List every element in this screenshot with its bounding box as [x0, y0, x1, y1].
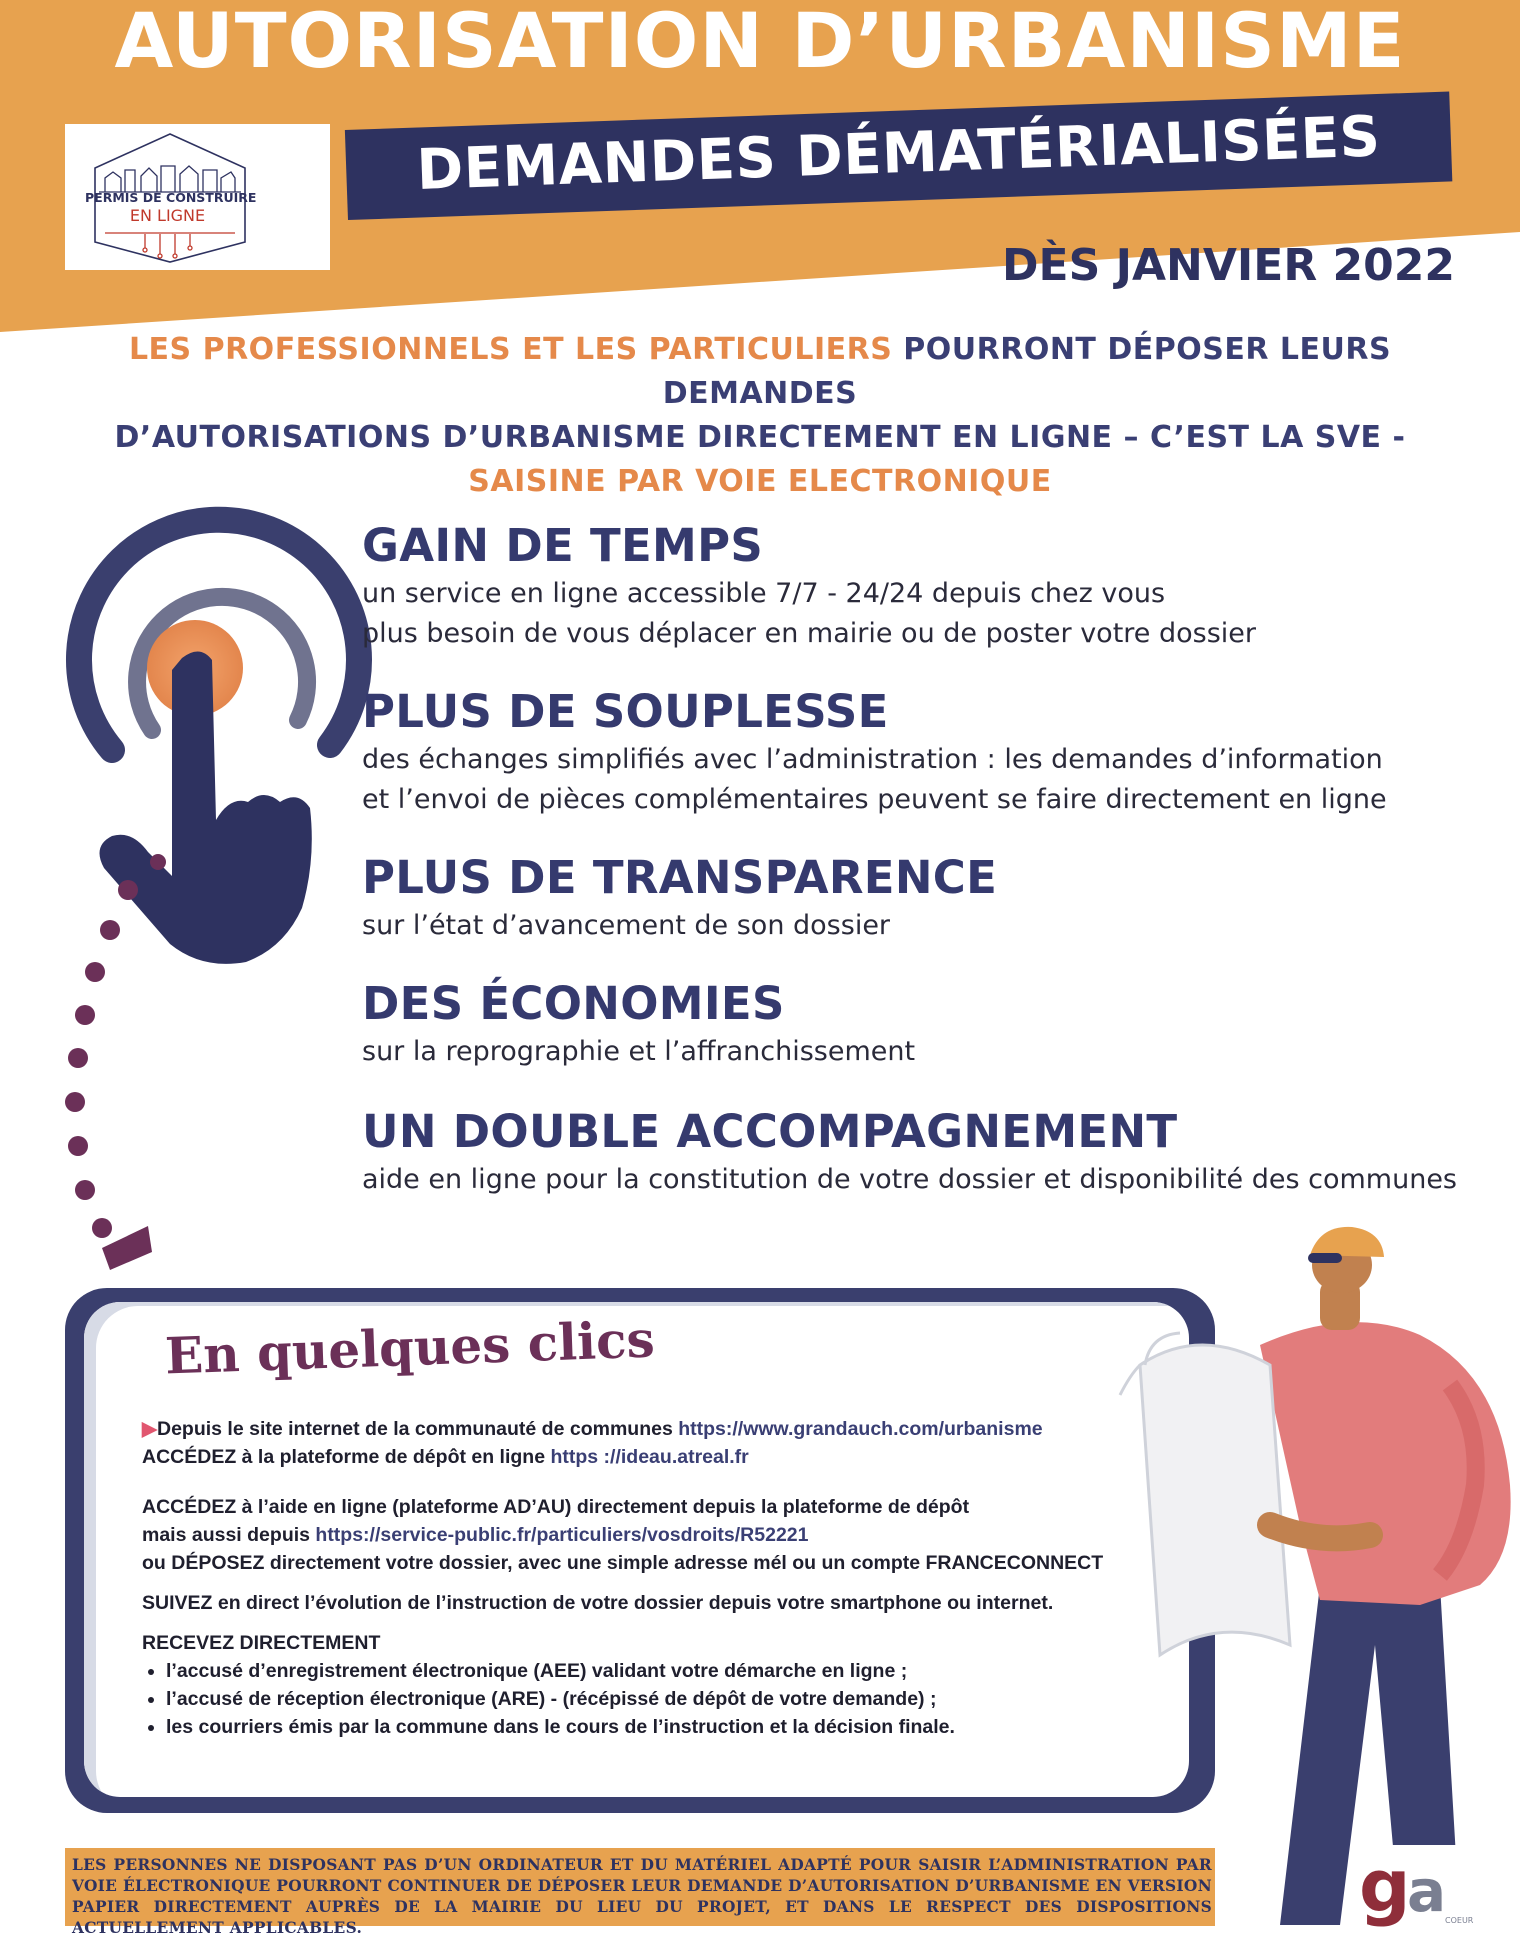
svg-text:g: g: [1359, 1844, 1411, 1928]
list-item: • l’accusé de réception électronique (ARE) - (récépissé de dépôt de votre demande) ;: [166, 1685, 1182, 1713]
step-platform: [142, 1443, 1182, 1471]
step-deposit: ou DÉPOSEZ directement votre dossier, avec une simple adresse mél ou un compte FRANCECONNECT: [142, 1552, 1104, 1574]
feature-souplesse: [362, 684, 1462, 820]
step-text: Depuis le site internet de la communauté de communes: [157, 1418, 679, 1440]
arrow-right-icon: ▶: [142, 1418, 157, 1440]
feature-desc: des échanges simplifiés avec l’administration : les demandes d’information: [362, 744, 1383, 775]
feature-desc: sur la reprographie et l’affranchissement: [362, 1036, 916, 1067]
feature-desc: un service en ligne accessible 7/7 - 24/24 depuis chez vous: [362, 578, 1166, 609]
feature-title: PLUS DE SOUPLESSE: [362, 685, 889, 738]
step-follow: SUIVEZ en direct l’évolution de l’instruction de votre dossier depuis votre smartphone ou internet.: [142, 1592, 1054, 1614]
touch-hand-icon: [40, 540, 350, 1280]
feature-desc: sur l’état d’avancement de son dossier: [362, 910, 891, 941]
logo-line-1: PERMIS DE CONSTRUIRE: [85, 190, 257, 205]
logo-line-2: EN LIGNE: [129, 206, 206, 225]
step-website: [142, 1415, 1182, 1443]
grandauch-link[interactable]: https://www.grandauch.com/urbanisme: [678, 1418, 1043, 1440]
list-item: • les courriers émis par la commune dans le cours de l’instruction et la décision finale.: [166, 1713, 1182, 1741]
feature-title: UN DOUBLE ACCOMPAGNEMENT: [362, 1105, 1178, 1158]
step-help-alt: [142, 1521, 1182, 1549]
ideau-link[interactable]: https ://ideau.atreal.fr: [550, 1446, 749, 1468]
feature-gain-de-temps: [362, 518, 1462, 654]
feature-desc: et l’envoi de pièces complémentaires peuvent se faire directement en ligne: [362, 784, 1387, 815]
list-item: • l’accusé d’enregistrement électronique (AEE) validant votre démarche en ligne ;: [166, 1657, 1182, 1685]
feature-title: PLUS DE TRANSPARENCE: [362, 851, 998, 904]
feature-economies: [362, 976, 1462, 1072]
feature-transparence: [362, 850, 1462, 946]
worker-illustration: [1120, 1225, 1520, 1926]
feature-desc: plus besoin de vous déplacer en mairie ou de poster votre dossier: [362, 618, 1256, 649]
logo-caption: COEUR: [1445, 1916, 1474, 1925]
main-title: AUTORISATION D’URBANISME: [114, 0, 1406, 85]
step-receive: RECEVEZ DIRECTEMENT: [142, 1632, 381, 1654]
step-text: mais aussi depuis: [142, 1524, 316, 1546]
receive-list: [142, 1657, 1182, 1741]
intro-text: [40, 328, 1480, 504]
start-date: DÈS JANVIER 2022: [1002, 240, 1455, 291]
feature-desc: aide en ligne pour la constitution de votre dossier et disponibilité des communes: [362, 1164, 1458, 1195]
intro-part-4: SAISINE PAR VOIE ELECTRONIQUE: [468, 464, 1052, 499]
intro-part-3: D’AUTORISATIONS D’URBANISME DIRECTEMENT EN LIGNE – C’EST LA SVE -: [114, 420, 1406, 455]
grand-auch-logo: [1355, 1844, 1474, 1928]
feature-accompagnement: [362, 1104, 1462, 1200]
svg-text:a: a: [1407, 1857, 1447, 1925]
intro-part-2: POURRONT DÉPOSER LEURS DEMANDES: [662, 332, 1392, 411]
permis-logo: [65, 124, 330, 270]
feature-title: GAIN DE TEMPS: [362, 519, 764, 572]
clicks-body: [142, 1415, 1182, 1741]
subtitle: DEMANDES DÉMATÉRIALISÉES: [415, 104, 1382, 203]
clicks-title: En quelques clics: [164, 1309, 656, 1386]
service-public-link[interactable]: https://service-public.fr/particuliers/vosdroits/R52221: [315, 1524, 809, 1546]
footer-note: LES PERSONNES NE DISPOSANT PAS D’UN ORDINATEUR ET DU MATÉRIEL ADAPTÉ POUR SAISIR L’ADMINISTRATION PAR VOIE ÉLECTRONIQUE POURRONT CONTINUER DE DÉPOSER LEUR DEMANDE D’AUTORISATION D’URBANISME EN VERSION PAPIER DIRECTEMENT AUPRÈS DE LA MAIRIE DU LIEU DU PROJET, ET DANS LE RESPECT DES DISPOSITIONS ACTUELLEMENT APPLICABLES.: [72, 1856, 1212, 1937]
step-text: ACCÉDEZ à la plateforme de dépôt en ligne: [142, 1446, 551, 1468]
step-help: ACCÉDEZ à l’aide en ligne (plateforme AD’AU) directement depuis la plateforme de dépôt: [142, 1496, 970, 1518]
intro-highlight: LES PROFESSIONNELS ET LES PARTICULIERS: [128, 332, 893, 367]
feature-title: DES ÉCONOMIES: [362, 977, 785, 1030]
